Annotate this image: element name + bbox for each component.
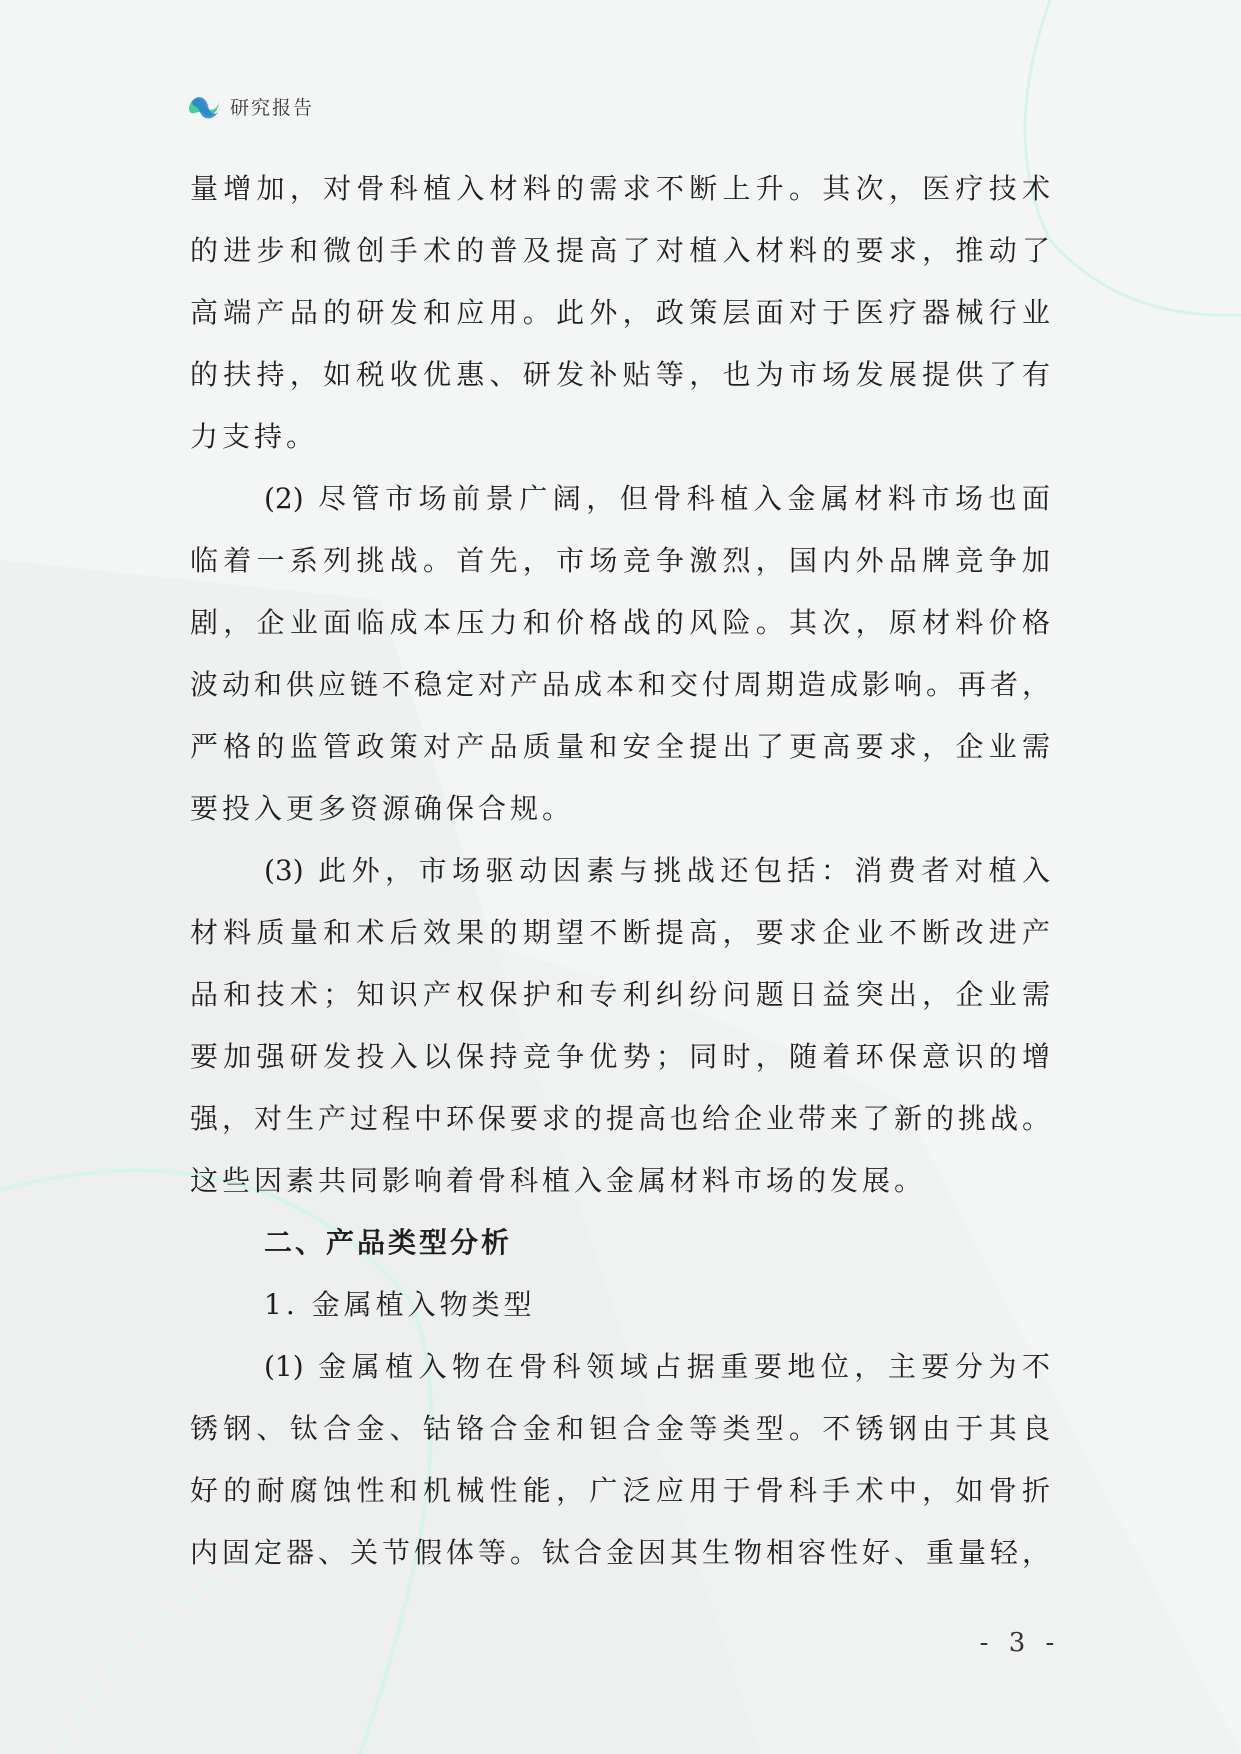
- text-line: 波动和供应链不稳定对产品成本和交付周期造成影响。再者，: [190, 668, 1050, 701]
- text-line: 好的耐腐蚀性和机械性能，广泛应用于骨科手术中，如骨折: [190, 1474, 1050, 1507]
- text-line: 临着一系列挑战。首先，市场竞争激烈，国内外品牌竞争加: [190, 544, 1050, 577]
- text-line: 这些因素共同影响着骨科植入金属材料市场的发展。: [190, 1164, 927, 1197]
- text-line: 强，对生产过程中环保要求的提高也给企业带来了新的挑战。: [190, 1102, 1050, 1135]
- text-line: (3) 此外，市场驱动因素与挑战还包括：消费者对植入: [264, 854, 1050, 887]
- text-line: 量增加，对骨科植入材料的需求不断上升。其次，医疗技术: [190, 172, 1050, 205]
- text-line: 的进步和微创手术的普及提高了对植入材料的要求，推动了: [190, 234, 1050, 267]
- text-line: 内固定器、关节假体等。钛合金因其生物相容性好、重量轻，: [190, 1536, 1050, 1569]
- report-header: [186, 88, 314, 124]
- text-line: 力支持。: [190, 420, 319, 453]
- text-line: 要投入更多资源确保合规。: [190, 792, 575, 825]
- text-line: 的扶持，如税收优惠、研发补贴等，也为市场发展提供了有: [190, 358, 1050, 391]
- text-line: 高端产品的研发和应用。此外，政策层面对于医疗器械行业: [190, 296, 1050, 329]
- text-line: (1) 金属植入物在骨科领域占据重要地位，主要分为不: [264, 1350, 1050, 1383]
- page-number: - 3 -: [979, 1628, 1061, 1658]
- text-line: 要加强研发投入以保持竞争优势；同时，随着环保意识的增: [190, 1040, 1050, 1073]
- text-line: 材料质量和术后效果的期望不断提高，要求企业不断改进产: [190, 916, 1050, 949]
- text-line: 锈钢、钛合金、钴铬合金和钽合金等类型。不锈钢由于其良: [190, 1412, 1050, 1445]
- brand-logo-icon: [186, 88, 222, 124]
- document-body: [190, 158, 1050, 1584]
- text-line: 1. 金属植入物类型: [264, 1288, 536, 1321]
- text-line: 品和技术；知识产权保护和专利纠纷问题日益突出，企业需: [190, 978, 1050, 1011]
- header-title: 研究报告: [230, 96, 315, 119]
- section-heading: 二、产品类型分析: [264, 1226, 513, 1259]
- text-line: 剧，企业面临成本压力和价格战的风险。其次，原材料价格: [190, 606, 1050, 639]
- text-line: (2) 尽管市场前景广阔，但骨科植入金属材料市场也面: [264, 482, 1050, 515]
- text-line: 严格的监管政策对产品质量和安全提出了更高要求，企业需: [190, 730, 1050, 763]
